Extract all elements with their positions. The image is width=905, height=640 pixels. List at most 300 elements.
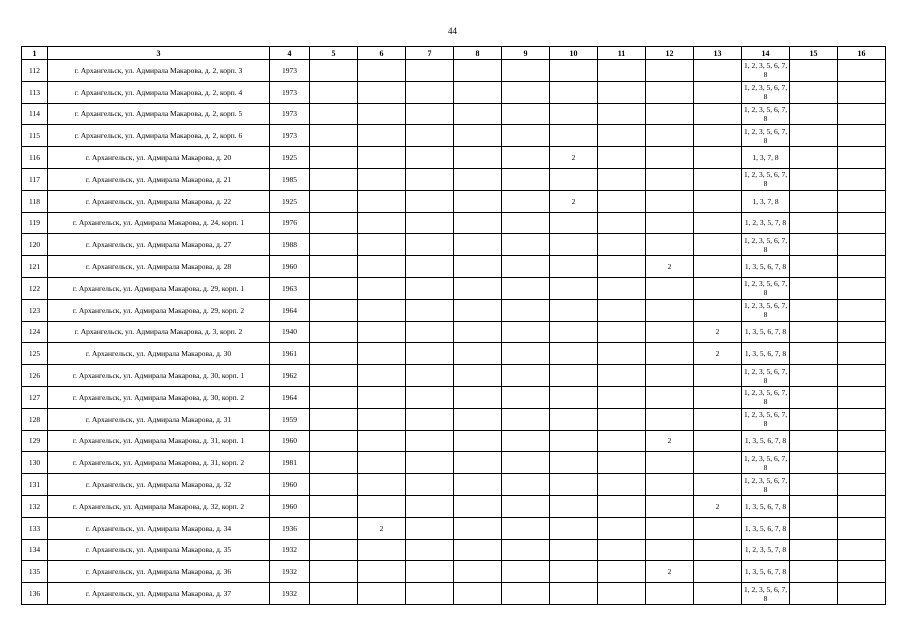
col8-cell: [454, 386, 502, 408]
col11-cell: [598, 147, 646, 169]
col15-cell: [790, 365, 838, 387]
year-cell: 1973: [270, 125, 310, 147]
col7-cell: [406, 408, 454, 430]
col8-cell: [454, 125, 502, 147]
col6-cell: [358, 539, 406, 561]
col13-cell: [694, 190, 742, 212]
col8-cell: [454, 60, 502, 82]
col10-cell: [550, 365, 598, 387]
row-number-cell: 130: [22, 452, 48, 474]
col15-cell: [790, 474, 838, 496]
row-number-cell: 114: [22, 103, 48, 125]
col8-cell: [454, 343, 502, 365]
address-cell: г. Архангельск, ул. Адмирала Макарова, д. 29, корп. 1: [48, 277, 270, 299]
col8-cell: [454, 277, 502, 299]
col5-cell: [310, 125, 358, 147]
address-cell: г. Архангельск, ул. Адмирала Макарова, д. 2, корп. 5: [48, 103, 270, 125]
col9-cell: [502, 561, 550, 583]
col8-cell: [454, 495, 502, 517]
col5-cell: [310, 408, 358, 430]
col16-cell: [838, 234, 886, 256]
table-row: [22, 147, 886, 169]
col6-cell: [358, 365, 406, 387]
year-cell: 1925: [270, 190, 310, 212]
year-cell: 1964: [270, 386, 310, 408]
col16-cell: [838, 452, 886, 474]
col13-cell: 2: [694, 343, 742, 365]
col10-cell: [550, 256, 598, 278]
row-number-cell: 120: [22, 234, 48, 256]
col9-cell: [502, 168, 550, 190]
col13-cell: [694, 125, 742, 147]
row-number-cell: 134: [22, 539, 48, 561]
col11-cell: [598, 125, 646, 147]
col11-cell: [598, 495, 646, 517]
address-cell: г. Архангельск, ул. Адмирала Макарова, д. 29, корп. 2: [48, 299, 270, 321]
col10-cell: [550, 474, 598, 496]
col9-cell: [502, 583, 550, 605]
col13-cell: [694, 256, 742, 278]
col9-cell: [502, 81, 550, 103]
col7-cell: [406, 474, 454, 496]
row-number-cell: 116: [22, 147, 48, 169]
col6-cell: [358, 495, 406, 517]
col7-cell: [406, 103, 454, 125]
col6-cell: [358, 561, 406, 583]
table-row: [22, 539, 886, 561]
address-cell: г. Архангельск, ул. Адмирала Макарова, д. 35: [48, 539, 270, 561]
address-cell: г. Архангельск, ул. Адмирала Макарова, д. 2, корп. 4: [48, 81, 270, 103]
col12-cell: 2: [646, 430, 694, 452]
address-cell: г. Архангельск, ул. Адмирала Макарова, д. 3, корп. 2: [48, 321, 270, 343]
row-number-cell: 132: [22, 495, 48, 517]
col13-cell: 2: [694, 321, 742, 343]
col6-cell: [358, 299, 406, 321]
column-header: 11: [598, 47, 646, 60]
table-row: [22, 386, 886, 408]
col7-cell: [406, 256, 454, 278]
col11-cell: [598, 321, 646, 343]
year-cell: 1960: [270, 430, 310, 452]
address-cell: г. Архангельск, ул. Адмирала Макарова, д. 32, корп. 2: [48, 495, 270, 517]
col9-cell: [502, 125, 550, 147]
col12-cell: [646, 474, 694, 496]
col14-cell: 1, 3, 5, 6, 7, 8: [742, 321, 790, 343]
col16-cell: [838, 408, 886, 430]
year-cell: 1960: [270, 256, 310, 278]
col14-cell: 1, 2, 3, 5, 6, 7, 8: [742, 60, 790, 82]
row-number-cell: 131: [22, 474, 48, 496]
col10-cell: [550, 517, 598, 539]
address-cell: г. Архангельск, ул. Адмирала Макарова, д. 34: [48, 517, 270, 539]
col10-cell: [550, 430, 598, 452]
col11-cell: [598, 365, 646, 387]
col13-cell: [694, 408, 742, 430]
col10-cell: [550, 277, 598, 299]
col9-cell: [502, 212, 550, 234]
col14-cell: 1, 3, 7, 8: [742, 190, 790, 212]
row-number-cell: 136: [22, 583, 48, 605]
year-cell: 1973: [270, 81, 310, 103]
col6-cell: [358, 452, 406, 474]
col7-cell: [406, 517, 454, 539]
col7-cell: [406, 125, 454, 147]
col10-cell: [550, 81, 598, 103]
table-row: [22, 125, 886, 147]
col11-cell: [598, 408, 646, 430]
col11-cell: [598, 168, 646, 190]
col6-cell: [358, 408, 406, 430]
col14-cell: 1, 2, 3, 5, 6, 7, 8: [742, 103, 790, 125]
col5-cell: [310, 321, 358, 343]
col15-cell: [790, 190, 838, 212]
col16-cell: [838, 168, 886, 190]
col15-cell: [790, 81, 838, 103]
col14-cell: 1, 3, 5, 6, 7, 8: [742, 430, 790, 452]
col12-cell: [646, 125, 694, 147]
col5-cell: [310, 430, 358, 452]
col5-cell: [310, 60, 358, 82]
col12-cell: [646, 190, 694, 212]
row-number-cell: 133: [22, 517, 48, 539]
col13-cell: [694, 147, 742, 169]
row-number-cell: 118: [22, 190, 48, 212]
year-cell: 1976: [270, 212, 310, 234]
col9-cell: [502, 321, 550, 343]
col11-cell: [598, 474, 646, 496]
col15-cell: [790, 561, 838, 583]
address-cell: г. Архангельск, ул. Адмирала Макарова, д. 31: [48, 408, 270, 430]
col16-cell: [838, 81, 886, 103]
col7-cell: [406, 299, 454, 321]
address-cell: г. Архангельск, ул. Адмирала Макарова, д. 30, корп. 2: [48, 386, 270, 408]
col12-cell: [646, 212, 694, 234]
col11-cell: [598, 60, 646, 82]
col15-cell: [790, 60, 838, 82]
col5-cell: [310, 103, 358, 125]
address-cell: г. Архангельск, ул. Адмирала Макарова, д. 30: [48, 343, 270, 365]
col12-cell: [646, 60, 694, 82]
col7-cell: [406, 212, 454, 234]
col7-cell: [406, 81, 454, 103]
year-cell: 1985: [270, 168, 310, 190]
year-cell: 1961: [270, 343, 310, 365]
col14-cell: 1, 3, 5, 6, 7, 8: [742, 343, 790, 365]
col11-cell: [598, 539, 646, 561]
col6-cell: [358, 256, 406, 278]
col9-cell: [502, 408, 550, 430]
col12-cell: 2: [646, 561, 694, 583]
row-number-cell: 122: [22, 277, 48, 299]
address-cell: г. Архангельск, ул. Адмирала Макарова, д. 20: [48, 147, 270, 169]
col6-cell: [358, 583, 406, 605]
col10-cell: 2: [550, 190, 598, 212]
col5-cell: [310, 365, 358, 387]
col10-cell: [550, 408, 598, 430]
table-row: [22, 452, 886, 474]
col12-cell: [646, 321, 694, 343]
col8-cell: [454, 81, 502, 103]
col16-cell: [838, 386, 886, 408]
col15-cell: [790, 321, 838, 343]
col6-cell: [358, 81, 406, 103]
col13-cell: [694, 81, 742, 103]
col11-cell: [598, 256, 646, 278]
col12-cell: [646, 539, 694, 561]
col8-cell: [454, 103, 502, 125]
col9-cell: [502, 452, 550, 474]
col12-cell: [646, 452, 694, 474]
table-row: [22, 495, 886, 517]
col8-cell: [454, 168, 502, 190]
col11-cell: [598, 103, 646, 125]
table-row: [22, 256, 886, 278]
col10-cell: 2: [550, 147, 598, 169]
col8-cell: [454, 234, 502, 256]
col13-cell: [694, 517, 742, 539]
col10-cell: [550, 234, 598, 256]
col7-cell: [406, 495, 454, 517]
row-number-cell: 128: [22, 408, 48, 430]
col5-cell: [310, 234, 358, 256]
col7-cell: [406, 60, 454, 82]
row-number-cell: 127: [22, 386, 48, 408]
row-number-cell: 123: [22, 299, 48, 321]
col13-cell: [694, 583, 742, 605]
col8-cell: [454, 365, 502, 387]
col5-cell: [310, 517, 358, 539]
col16-cell: [838, 125, 886, 147]
col8-cell: [454, 256, 502, 278]
col6-cell: [358, 474, 406, 496]
table-row: [22, 234, 886, 256]
col12-cell: [646, 408, 694, 430]
col10-cell: [550, 60, 598, 82]
col16-cell: [838, 561, 886, 583]
col7-cell: [406, 234, 454, 256]
col5-cell: [310, 299, 358, 321]
year-cell: 1925: [270, 147, 310, 169]
col14-cell: 1, 2, 3, 5, 6, 7, 8: [742, 583, 790, 605]
column-header: 4: [270, 47, 310, 60]
column-header: 6: [358, 47, 406, 60]
address-cell: г. Архангельск, ул. Адмирала Макарова, д. 2, корп. 3: [48, 60, 270, 82]
col13-cell: [694, 452, 742, 474]
col11-cell: [598, 277, 646, 299]
row-number-cell: 126: [22, 365, 48, 387]
col15-cell: [790, 583, 838, 605]
table-row: [22, 517, 886, 539]
col10-cell: [550, 561, 598, 583]
year-cell: 1932: [270, 539, 310, 561]
col10-cell: [550, 168, 598, 190]
row-number-cell: 125: [22, 343, 48, 365]
col7-cell: [406, 452, 454, 474]
col10-cell: [550, 343, 598, 365]
table-row: [22, 408, 886, 430]
column-header: 8: [454, 47, 502, 60]
col7-cell: [406, 430, 454, 452]
col16-cell: [838, 277, 886, 299]
year-cell: 1973: [270, 60, 310, 82]
table-row: [22, 190, 886, 212]
col12-cell: [646, 386, 694, 408]
row-number-cell: 115: [22, 125, 48, 147]
col14-cell: 1, 2, 3, 5, 6, 7, 8: [742, 386, 790, 408]
year-cell: 1932: [270, 561, 310, 583]
col6-cell: [358, 168, 406, 190]
col6-cell: [358, 321, 406, 343]
col8-cell: [454, 583, 502, 605]
col11-cell: [598, 386, 646, 408]
year-cell: 1960: [270, 495, 310, 517]
table-row: [22, 168, 886, 190]
col13-cell: [694, 277, 742, 299]
col9-cell: [502, 430, 550, 452]
col15-cell: [790, 408, 838, 430]
row-number-cell: 124: [22, 321, 48, 343]
col7-cell: [406, 583, 454, 605]
col9-cell: [502, 277, 550, 299]
column-header: 14: [742, 47, 790, 60]
col13-cell: [694, 386, 742, 408]
col13-cell: [694, 539, 742, 561]
col6-cell: [358, 190, 406, 212]
col12-cell: [646, 495, 694, 517]
col12-cell: [646, 81, 694, 103]
year-cell: 1964: [270, 299, 310, 321]
col8-cell: [454, 539, 502, 561]
col16-cell: [838, 190, 886, 212]
col14-cell: 1, 2, 3, 5, 6, 7, 8: [742, 277, 790, 299]
address-cell: г. Архангельск, ул. Адмирала Макарова, д. 31, корп. 1: [48, 430, 270, 452]
col16-cell: [838, 365, 886, 387]
table-row: [22, 103, 886, 125]
col15-cell: [790, 495, 838, 517]
col5-cell: [310, 190, 358, 212]
col9-cell: [502, 190, 550, 212]
col16-cell: [838, 539, 886, 561]
column-header: 13: [694, 47, 742, 60]
table-row: [22, 365, 886, 387]
address-cell: г. Архангельск, ул. Адмирала Макарова, д. 21: [48, 168, 270, 190]
col14-cell: 1, 2, 3, 5, 6, 7, 8: [742, 81, 790, 103]
col15-cell: [790, 386, 838, 408]
col5-cell: [310, 81, 358, 103]
table-row: [22, 343, 886, 365]
row-number-cell: 135: [22, 561, 48, 583]
address-cell: г. Архангельск, ул. Адмирала Макарова, д. 31, корп. 2: [48, 452, 270, 474]
col6-cell: [358, 277, 406, 299]
col12-cell: [646, 147, 694, 169]
col8-cell: [454, 299, 502, 321]
col12-cell: [646, 234, 694, 256]
col15-cell: [790, 168, 838, 190]
col9-cell: [502, 103, 550, 125]
year-cell: 1940: [270, 321, 310, 343]
col9-cell: [502, 256, 550, 278]
col5-cell: [310, 539, 358, 561]
col14-cell: 1, 2, 3, 5, 6, 7, 8: [742, 168, 790, 190]
col11-cell: [598, 430, 646, 452]
col8-cell: [454, 212, 502, 234]
table-row: [22, 299, 886, 321]
column-header: 3: [48, 47, 270, 60]
col8-cell: [454, 190, 502, 212]
col16-cell: [838, 103, 886, 125]
table-row: [22, 430, 886, 452]
column-header: 15: [790, 47, 838, 60]
column-header: 1: [22, 47, 48, 60]
col8-cell: [454, 474, 502, 496]
col7-cell: [406, 365, 454, 387]
col11-cell: [598, 190, 646, 212]
col15-cell: [790, 125, 838, 147]
col6-cell: [358, 147, 406, 169]
col12-cell: [646, 517, 694, 539]
col15-cell: [790, 212, 838, 234]
col16-cell: [838, 212, 886, 234]
col5-cell: [310, 277, 358, 299]
col9-cell: [502, 495, 550, 517]
year-cell: 1936: [270, 517, 310, 539]
col14-cell: 1, 2, 3, 5, 6, 7, 8: [742, 408, 790, 430]
col14-cell: 1, 3, 5, 6, 7, 8: [742, 256, 790, 278]
col15-cell: [790, 256, 838, 278]
col9-cell: [502, 474, 550, 496]
col6-cell: [358, 60, 406, 82]
col14-cell: 1, 3, 5, 6, 7, 8: [742, 495, 790, 517]
col12-cell: [646, 277, 694, 299]
col13-cell: [694, 103, 742, 125]
col6-cell: [358, 212, 406, 234]
col14-cell: 1, 2, 3, 5, 7, 8: [742, 212, 790, 234]
col8-cell: [454, 430, 502, 452]
year-cell: 1973: [270, 103, 310, 125]
col16-cell: [838, 517, 886, 539]
row-number-cell: 121: [22, 256, 48, 278]
year-cell: 1959: [270, 408, 310, 430]
address-cell: г. Архангельск, ул. Адмирала Макарова, д. 28: [48, 256, 270, 278]
col16-cell: [838, 299, 886, 321]
col15-cell: [790, 430, 838, 452]
col13-cell: [694, 430, 742, 452]
year-cell: 1960: [270, 474, 310, 496]
col14-cell: 1, 3, 7, 8: [742, 147, 790, 169]
col13-cell: [694, 474, 742, 496]
col16-cell: [838, 321, 886, 343]
col13-cell: [694, 561, 742, 583]
table-row: [22, 583, 886, 605]
col13-cell: 2: [694, 495, 742, 517]
col10-cell: [550, 583, 598, 605]
col8-cell: [454, 561, 502, 583]
year-cell: 1981: [270, 452, 310, 474]
col5-cell: [310, 474, 358, 496]
col15-cell: [790, 299, 838, 321]
col15-cell: [790, 147, 838, 169]
col5-cell: [310, 452, 358, 474]
col13-cell: [694, 299, 742, 321]
col14-cell: 1, 2, 3, 5, 6, 7, 8: [742, 365, 790, 387]
col10-cell: [550, 212, 598, 234]
table-row: [22, 212, 886, 234]
table-row: [22, 321, 886, 343]
header-row: [22, 47, 886, 60]
col5-cell: [310, 212, 358, 234]
col11-cell: [598, 81, 646, 103]
col12-cell: [646, 343, 694, 365]
